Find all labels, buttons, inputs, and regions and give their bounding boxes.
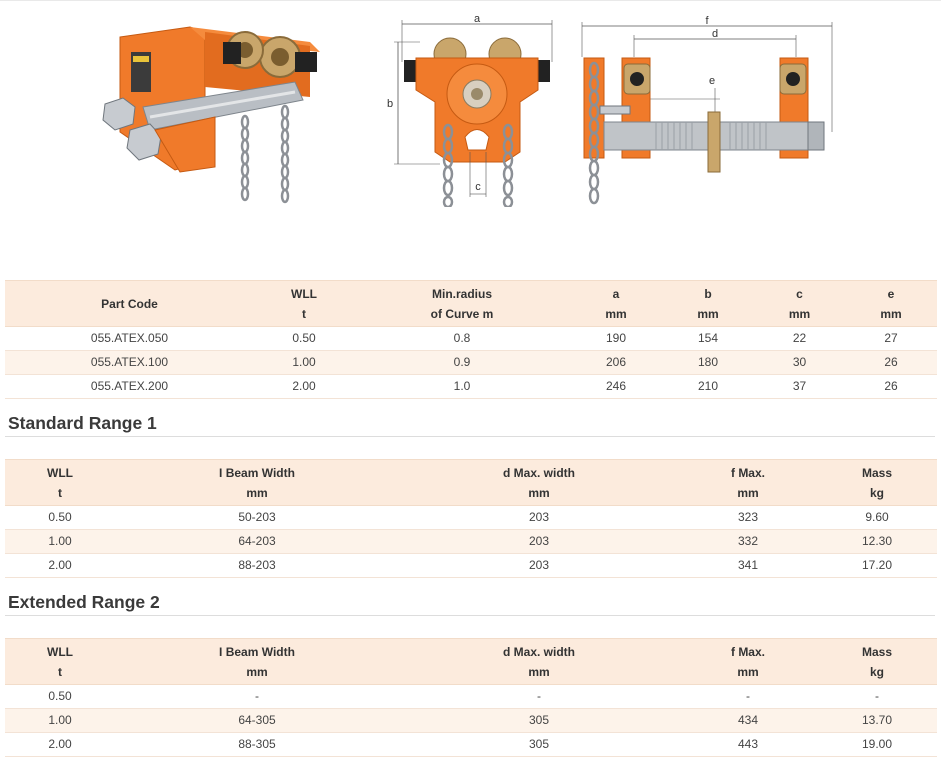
table-cell: 203 [399, 506, 679, 530]
table-cell: 332 [679, 530, 817, 554]
section-title-standard-range: Standard Range 1 [8, 413, 157, 433]
dim-label-b: b [386, 98, 394, 110]
side-dimension-diagram [570, 12, 850, 207]
column-header-unit: of Curve m [430, 306, 494, 321]
column-header-label: Mass [861, 465, 893, 480]
trolley-photo [95, 12, 335, 207]
table-cell: 323 [679, 506, 817, 530]
table-cell: 13.70 [817, 709, 937, 733]
table-cell: 206 [570, 351, 662, 375]
table-cell: 434 [679, 709, 817, 733]
column-header [354, 281, 570, 327]
table-cell: 305 [399, 733, 679, 757]
table-cell: 2.00 [5, 733, 115, 757]
section-title-extended-range: Extended Range 2 [8, 592, 160, 612]
extended-range-table [5, 638, 937, 757]
column-header [115, 460, 399, 506]
table-cell: 1.0 [354, 375, 570, 399]
column-header [399, 460, 679, 506]
table-cell: 88-203 [115, 554, 399, 578]
dim-label-e: e [708, 75, 716, 87]
column-header-label: a [612, 286, 620, 301]
column-header-label: I Beam Width [219, 465, 295, 480]
column-header [679, 639, 817, 685]
column-header-unit: mm [528, 664, 550, 679]
column-header [817, 460, 937, 506]
table-cell: 0.9 [354, 351, 570, 375]
column-header-label: WLL [47, 465, 73, 480]
table-cell: 055.ATEX.100 [5, 351, 254, 375]
column-header-unit: mm [605, 306, 627, 321]
table-cell: 1.00 [254, 351, 354, 375]
table-row [5, 530, 937, 554]
column-header [115, 639, 399, 685]
table-row [5, 327, 937, 351]
table-cell: 190 [570, 327, 662, 351]
column-header-label: WLL [47, 644, 73, 659]
column-header [679, 460, 817, 506]
table-cell: 50-203 [115, 506, 399, 530]
dim-label-d: d [711, 28, 719, 40]
column-header-label: Part Code [101, 296, 158, 311]
table-cell: 443 [679, 733, 817, 757]
table-cell: 0.8 [354, 327, 570, 351]
table-cell: 12.30 [817, 530, 937, 554]
table-cell: 154 [662, 327, 754, 351]
table-cell: 26 [845, 375, 937, 399]
dim-label-a: a [473, 13, 481, 25]
column-header-unit: t [58, 485, 62, 500]
table-cell: - [679, 685, 817, 709]
table-cell: 9.60 [817, 506, 937, 530]
column-header-label: Mass [861, 644, 893, 659]
column-header-label: f Max. [730, 644, 765, 659]
column-header-label: c [796, 286, 803, 301]
table-cell: 203 [399, 530, 679, 554]
table-row [5, 685, 937, 709]
column-header-unit: mm [528, 485, 550, 500]
table-cell: 17.20 [817, 554, 937, 578]
dim-label-c: c [475, 181, 481, 193]
column-header-unit: kg [869, 485, 884, 500]
table-cell: 203 [399, 554, 679, 578]
table-cell: 88-305 [115, 733, 399, 757]
main-spec-table [5, 280, 937, 399]
column-header-unit: mm [737, 485, 759, 500]
table-cell: 055.ATEX.050 [5, 327, 254, 351]
table-cell: - [399, 685, 679, 709]
table-cell: 30 [754, 351, 845, 375]
table-cell: 0.50 [254, 327, 354, 351]
column-header-label: d Max. width [503, 644, 575, 659]
table-cell: 64-305 [115, 709, 399, 733]
table-cell: 2.00 [5, 554, 115, 578]
table-header-row [5, 639, 937, 685]
table-row [5, 554, 937, 578]
table-cell: 37 [754, 375, 845, 399]
column-header [5, 281, 254, 327]
column-header-label: b [704, 286, 712, 301]
column-header-label: Min.radius [431, 286, 492, 301]
column-header-unit: mm [246, 664, 268, 679]
table-cell: - [817, 685, 937, 709]
column-header-unit: mm [697, 306, 719, 321]
column-header-unit: mm [880, 306, 902, 321]
table-row [5, 506, 937, 530]
top-divider [0, 0, 941, 1]
column-header-unit: kg [869, 664, 884, 679]
column-header [5, 460, 115, 506]
column-header [254, 281, 354, 327]
column-header [754, 281, 845, 327]
table-header-row [5, 460, 937, 506]
front-dimension-diagram [380, 12, 570, 207]
dim-label-f: f [705, 15, 709, 27]
column-header [570, 281, 662, 327]
column-header-unit: mm [788, 306, 811, 321]
table-cell: 19.00 [817, 733, 937, 757]
table-row [5, 709, 937, 733]
table-cell: 055.ATEX.200 [5, 375, 254, 399]
table-cell: 64-203 [115, 530, 399, 554]
table-row [5, 351, 937, 375]
standard-range-table [5, 459, 937, 578]
table-cell: 26 [845, 351, 937, 375]
table-cell: 1.00 [5, 709, 115, 733]
column-header-label: e [887, 286, 895, 301]
column-header [662, 281, 754, 327]
section-divider [5, 436, 935, 437]
table-cell: 0.50 [5, 685, 115, 709]
table-row [5, 375, 937, 399]
column-header-unit: t [58, 664, 62, 679]
table-cell: 22 [754, 327, 845, 351]
table-cell: 1.00 [5, 530, 115, 554]
column-header-unit: mm [737, 664, 759, 679]
column-header-unit: t [302, 306, 306, 321]
table-row [5, 733, 937, 757]
table-cell: 0.50 [5, 506, 115, 530]
table-cell: 210 [662, 375, 754, 399]
column-header [399, 639, 679, 685]
column-header-label: WLL [291, 286, 317, 301]
column-header-label: f Max. [730, 465, 765, 480]
table-cell: 2.00 [254, 375, 354, 399]
section-divider [5, 615, 935, 616]
column-header [845, 281, 937, 327]
column-header [5, 639, 115, 685]
column-header-label: I Beam Width [219, 644, 295, 659]
table-cell: 305 [399, 709, 679, 733]
table-cell: 27 [845, 327, 937, 351]
table-header-row [5, 281, 937, 327]
table-cell: 246 [570, 375, 662, 399]
table-cell: - [115, 685, 399, 709]
table-cell: 341 [679, 554, 817, 578]
column-header-label: d Max. width [503, 465, 575, 480]
column-header-unit: mm [246, 485, 268, 500]
column-header [817, 639, 937, 685]
table-cell: 180 [662, 351, 754, 375]
